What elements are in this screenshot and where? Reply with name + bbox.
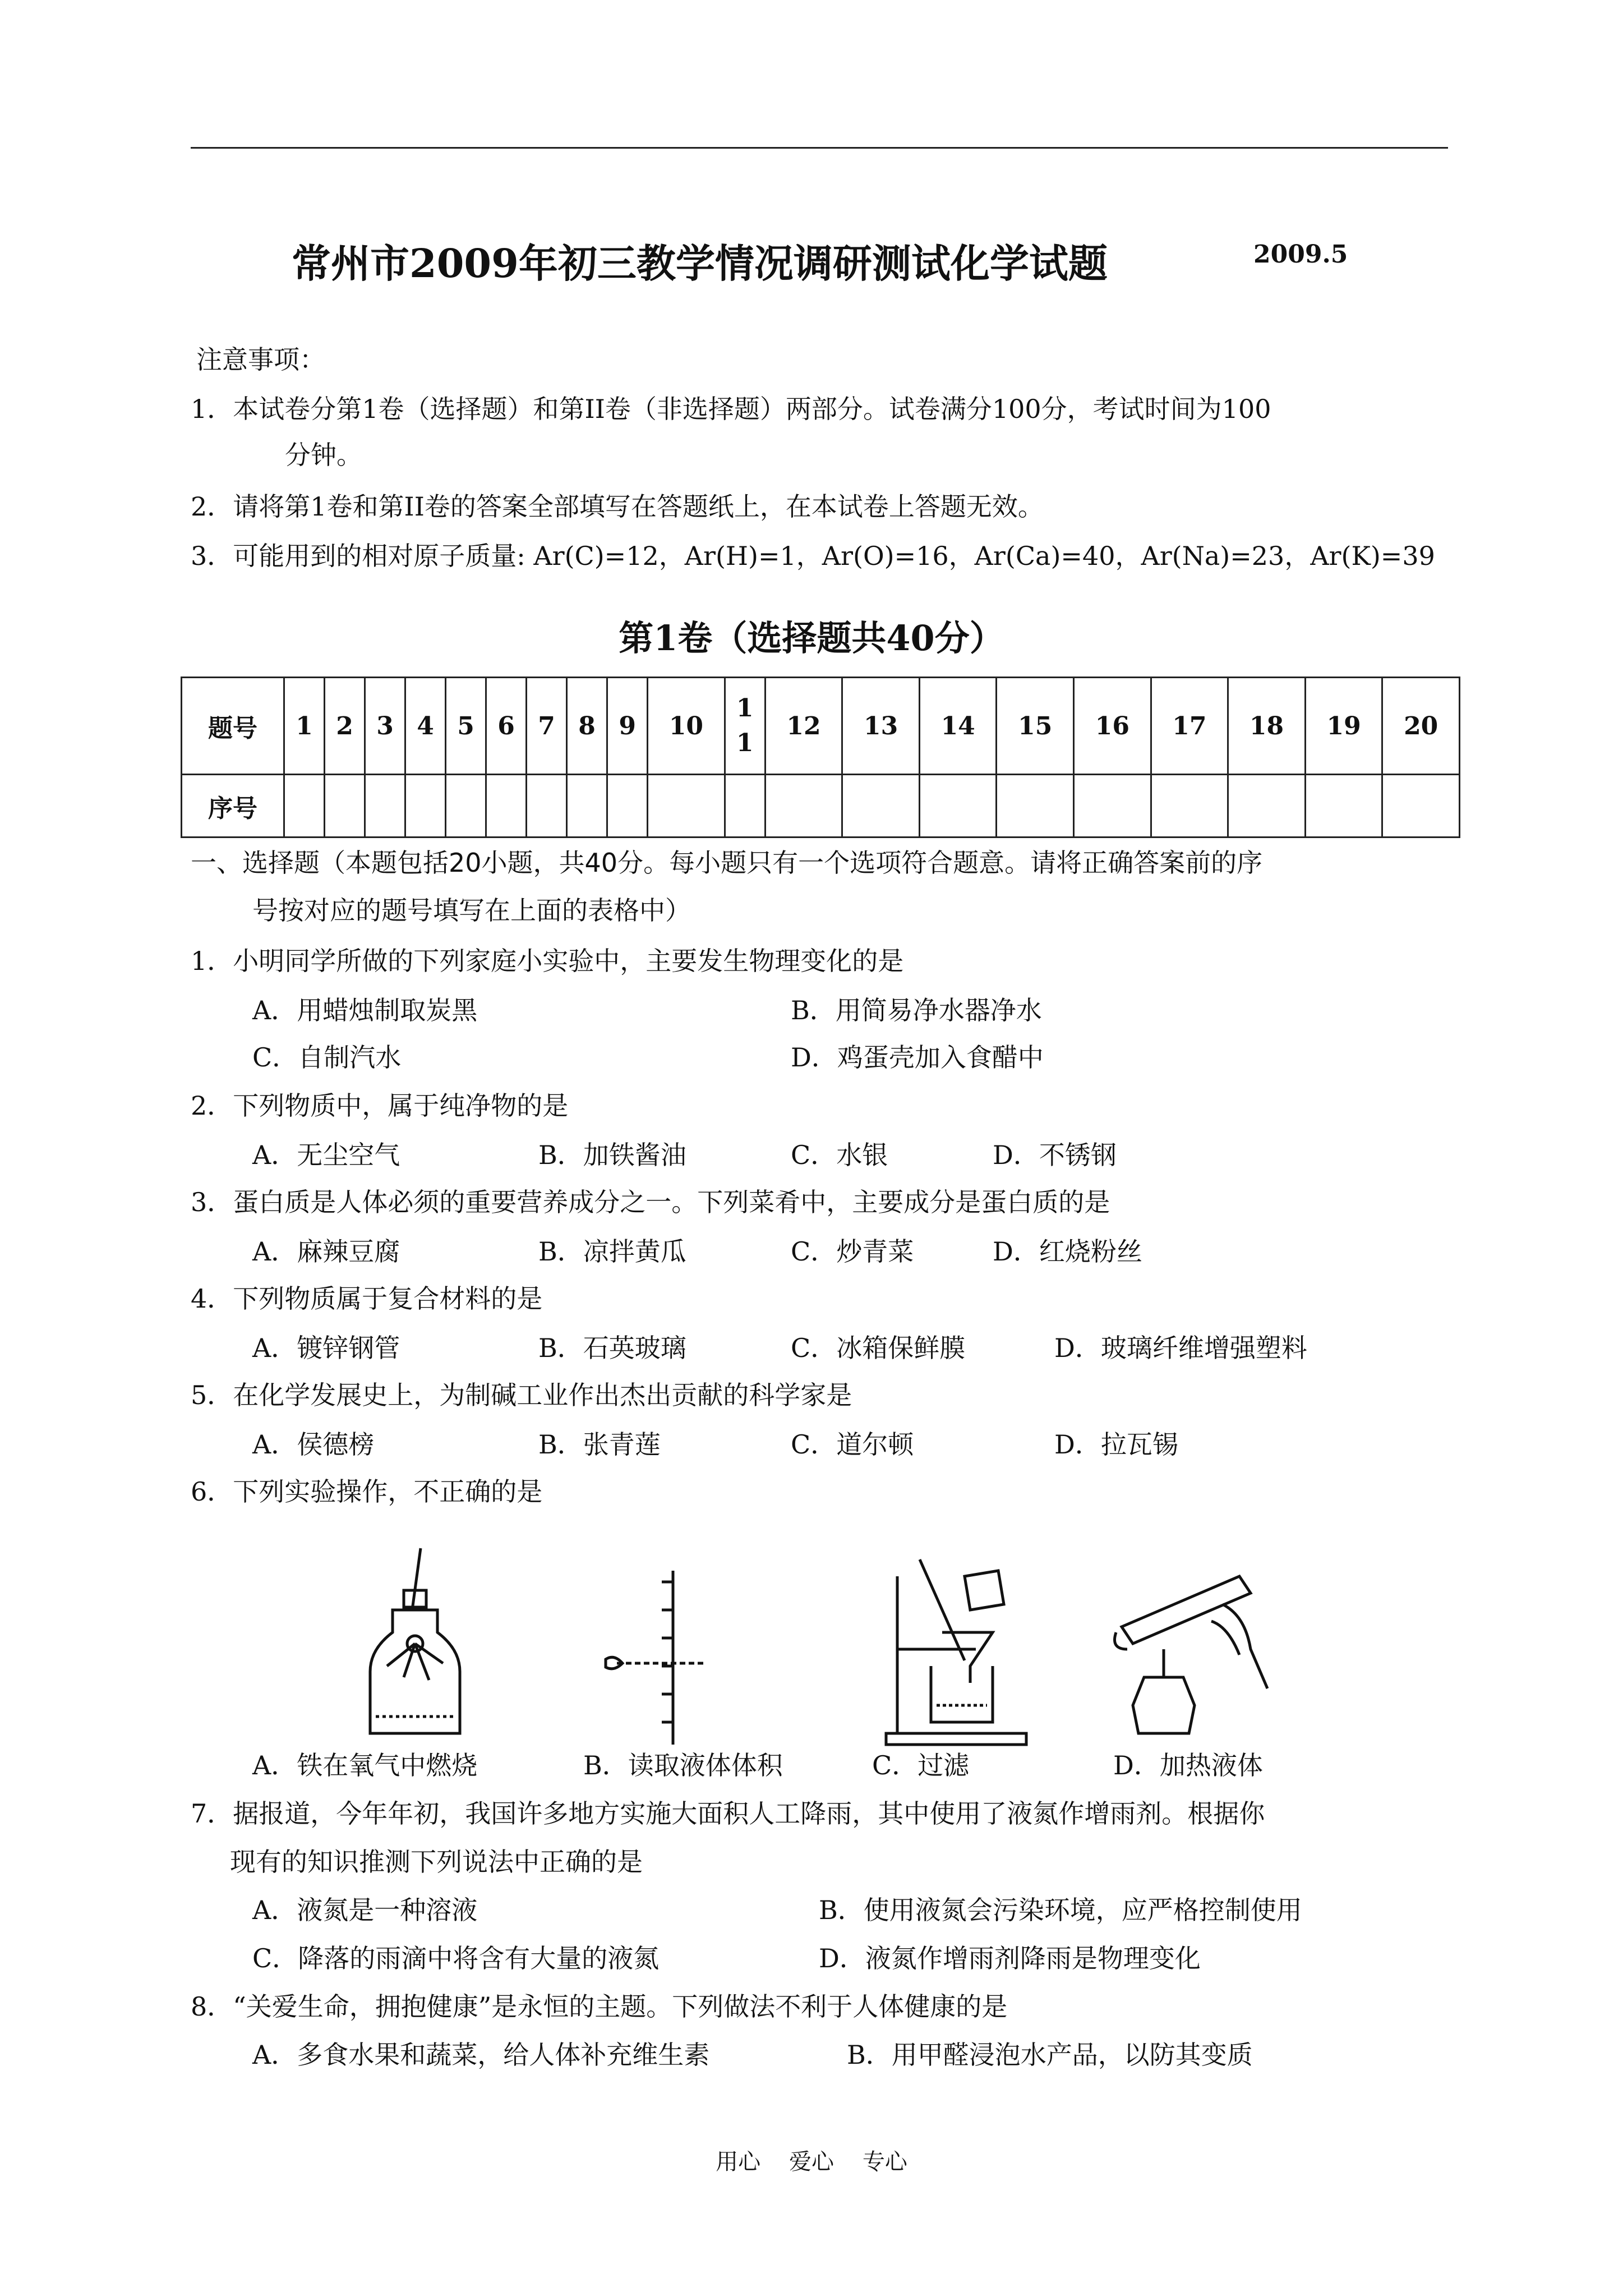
part1-heading: 一、选择题（本题包括20小题，共40分。每小题只有一个选项符合题意。请将正确答案前的序	[191, 848, 1263, 878]
table-cell-number: 3	[365, 678, 405, 775]
answer-cell[interactable]	[648, 775, 725, 838]
question-7-stem: 7．据报道，今年年初，我国许多地方实施大面积人工降雨，其中使用了液氮作增雨剂。根据你	[191, 1798, 1265, 1829]
table-cell-number: 8	[567, 678, 607, 775]
answer-cell[interactable]	[325, 775, 365, 838]
question-1-stem: 1．小明同学所做的下列家庭小实验中，主要发生物理变化的是	[191, 946, 904, 976]
answer-cell[interactable]	[527, 775, 567, 838]
question-4-option-b: B．石英玻璃	[538, 1333, 686, 1363]
question-5-stem: 5．在化学发展史上，为制碱工业作出杰出贡献的科学家是	[191, 1380, 852, 1410]
table-cell-number: 2	[325, 678, 365, 775]
page-title: 常州市2009年初三教学情况调研测试化学试题	[292, 240, 1108, 287]
question-2-stem: 2．下列物质中，属于纯净物的是	[191, 1091, 569, 1121]
part1-heading-cont: 号按对应的题号填写在上面的表格中）	[252, 895, 691, 926]
answer-cell[interactable]	[607, 775, 648, 838]
question-6-option-d: D．加热液体	[1113, 1750, 1263, 1780]
question-5-option-c: C．道尔顿	[791, 1429, 914, 1460]
question-2-option-a: A．无尘空气	[252, 1140, 400, 1170]
answer-cell[interactable]	[1074, 775, 1151, 838]
answer-cell[interactable]	[1228, 775, 1306, 838]
answer-cell[interactable]	[284, 775, 325, 838]
answer-cell[interactable]	[486, 775, 527, 838]
graduated-cylinder-figure	[606, 1571, 707, 1745]
table-cell-number: 20	[1382, 678, 1460, 775]
question-2-option-d: D．不锈钢	[993, 1140, 1117, 1170]
question-3-option-d: D．红烧粉丝	[993, 1236, 1142, 1267]
table-cell-number: 16	[1074, 678, 1151, 775]
question-1-option-b: B．用简易净水器净水	[791, 995, 1042, 1025]
exam-date: 2009.5	[1253, 240, 1348, 269]
question-7-option-c: C．降落的雨滴中将含有大量的液氮	[252, 1943, 660, 1973]
table-row-answers	[182, 775, 1460, 838]
answer-table	[181, 677, 1460, 838]
answer-cell[interactable]	[1305, 775, 1382, 838]
question-7-option-a: A．液氮是一种溶液	[252, 1895, 478, 1925]
question-5-option-a: A．侯德榜	[252, 1429, 375, 1460]
table-cell-number: 18	[1228, 678, 1306, 775]
question-2-option-b: B．加铁酱油	[538, 1140, 686, 1170]
notice-item-1-cont: 分钟。	[285, 440, 362, 470]
notice-item-1: 1．本试卷分第1卷（选择题）和第II卷（非选择题）两部分。试卷满分100分，考试时间为100	[191, 394, 1271, 424]
table-cell-number: 6	[486, 678, 527, 775]
question-1-option-d: D．鸡蛋壳加入食醋中	[791, 1042, 1044, 1073]
question-3-stem: 3．蛋白质是人体必须的重要营养成分之一。下列菜肴中，主要成分是蛋白质的是	[191, 1187, 1110, 1217]
table-cell-number: 19	[1305, 678, 1382, 775]
table-cell-number: 12	[765, 678, 842, 775]
question-4-stem: 4．下列物质属于复合材料的是	[191, 1283, 543, 1314]
iron-burning-figure	[370, 1548, 460, 1733]
question-7-option-d: D．液氮作增雨剂降雨是物理变化	[819, 1943, 1201, 1973]
answer-cell[interactable]	[1151, 775, 1228, 838]
answer-cell[interactable]	[365, 775, 405, 838]
table-cell-number: 9	[607, 678, 648, 775]
answer-cell[interactable]	[842, 775, 920, 838]
page-footer: 用心 爱心 专心	[716, 2149, 907, 2175]
answer-cell[interactable]	[725, 775, 765, 838]
table-cell-number: 1 1	[725, 678, 765, 775]
notice-heading: 注意事项：	[196, 344, 325, 375]
question-8-stem: 8．“关爱生命，拥抱健康”是永恒的主题。下列做法不利于人体健康的是	[191, 1991, 1008, 2022]
question-5-option-d: D．拉瓦锡	[1054, 1429, 1178, 1460]
table-cell-number: 15	[997, 678, 1074, 775]
question-5-option-b: B．张青莲	[538, 1429, 661, 1460]
question-3-option-c: C．炒青菜	[791, 1236, 914, 1267]
question-8-option-a: A．多食水果和蔬菜，给人体补充维生素	[252, 2040, 710, 2070]
question-6-option-b: B．读取液体体积	[583, 1750, 783, 1780]
header-rule	[191, 147, 1448, 149]
question-4-option-d: D．玻璃纤维增强塑料	[1054, 1333, 1307, 1363]
question-6-option-a: A．铁在氧气中燃烧	[252, 1750, 478, 1780]
heating-liquid-figure	[1115, 1576, 1268, 1733]
notice-item-2: 2．请将第1卷和第II卷的答案全部填写在答题纸上，在本试卷上答题无效。	[191, 491, 1044, 522]
answer-cell[interactable]	[446, 775, 486, 838]
table-cell-number: 4	[405, 678, 446, 775]
table-cell-number: 13	[842, 678, 920, 775]
question-2-option-c: C．水银	[791, 1140, 888, 1170]
table-cell-number: 14	[919, 678, 997, 775]
question-6-option-c: C．过滤	[872, 1750, 970, 1780]
question-7-option-b: B．使用液氮会污染环境，应严格控制使用	[819, 1895, 1302, 1925]
table-cell-number: 7	[527, 678, 567, 775]
table-cell-number: 1	[284, 678, 325, 775]
answer-cell[interactable]	[1382, 775, 1460, 838]
filtration-figure	[886, 1559, 1026, 1745]
table-row-numbers	[182, 678, 1460, 775]
answer-cell[interactable]	[765, 775, 842, 838]
answer-cell[interactable]	[567, 775, 607, 838]
question-3-option-b: B．凉拌黄瓜	[538, 1236, 686, 1267]
question-8-option-b: B．用甲醛浸泡水产品，以防其变质	[847, 2040, 1253, 2070]
table-header-label: 题号	[182, 678, 284, 775]
section-1-title: 第1卷（选择题共40分）	[619, 618, 1004, 659]
question-4-option-a: A．镀锌钢管	[252, 1333, 400, 1363]
question-1-option-a: A．用蜡烛制取炭黑	[252, 995, 478, 1025]
question-1-option-c: C．自制汽水	[252, 1042, 402, 1073]
table-cell-number: 17	[1151, 678, 1228, 775]
question-7-stem-cont: 现有的知识推测下列说法中正确的是	[230, 1847, 643, 1877]
table-cell-number: 10	[648, 678, 725, 775]
question-4-option-c: C．冰箱保鲜膜	[791, 1333, 966, 1363]
question-3-option-a: A．麻辣豆腐	[252, 1236, 400, 1267]
question-6-figures	[348, 1537, 1301, 1750]
table-cell-number: 5	[446, 678, 486, 775]
notice-item-3: 3．可能用到的相对原子质量: Ar(C)=12，Ar(H)=1，Ar(O)=16，Ar(Ca)=40，Ar(Na)=23，Ar(K)=39	[191, 541, 1435, 571]
answer-cell[interactable]	[405, 775, 446, 838]
answer-cell[interactable]	[997, 775, 1074, 838]
answer-cell[interactable]	[919, 775, 997, 838]
table-answer-label: 序号	[182, 775, 284, 838]
question-6-stem: 6．下列实验操作，不正确的是	[191, 1476, 543, 1507]
